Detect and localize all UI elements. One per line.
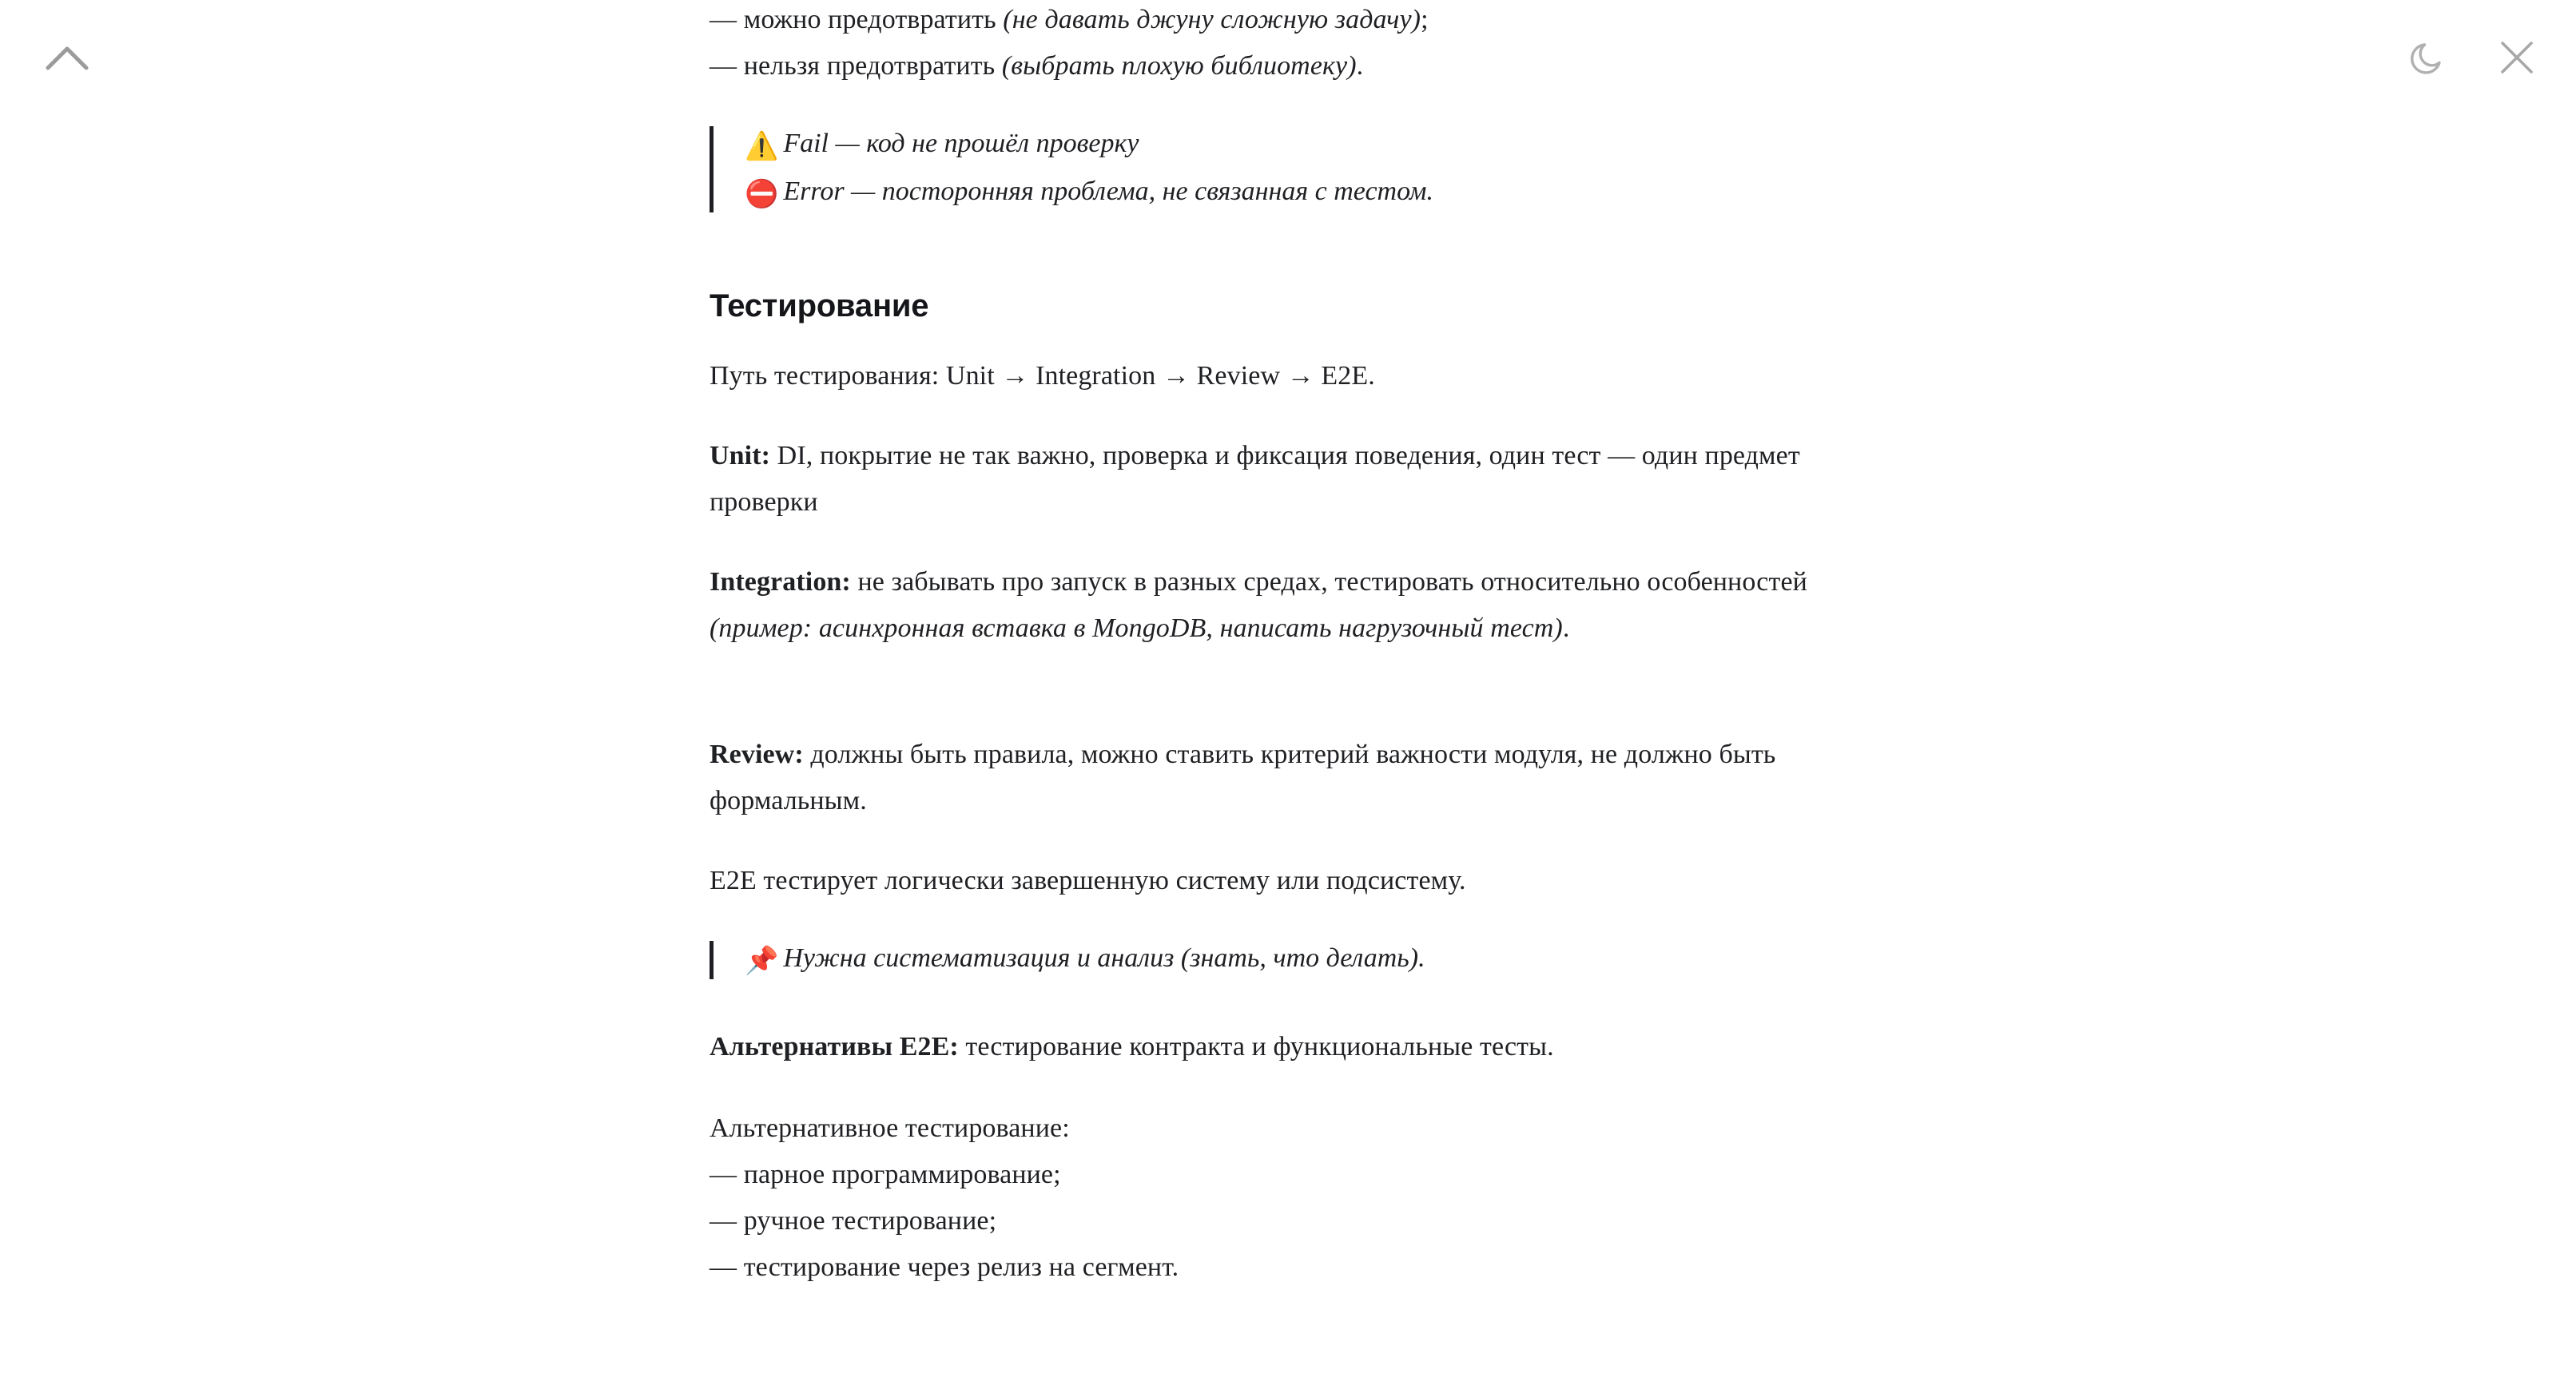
- paragraph-e2e-wrap: [710, 858, 1908, 904]
- blockquote-line: [745, 169, 1908, 217]
- list-item: [710, 43, 1908, 89]
- paragraph-integration: [710, 559, 1860, 652]
- paragraph-unit: [710, 433, 1876, 526]
- paragraph-e2e: E2E тестирует логически завершенную систему или подсистему.: [710, 866, 1466, 895]
- integration-tail: .: [1562, 613, 1570, 643]
- warning-emoji: ⚠️: [745, 132, 779, 161]
- list-item: — тестирование через релиз на сегмент.: [710, 1252, 1179, 1282]
- lead-list: [710, 0, 1908, 89]
- lead-line-emphasis: (выбрать плохую библиотеку): [1001, 51, 1357, 81]
- close-button[interactable]: [2490, 30, 2544, 85]
- review-text: должны быть правила, можно ставить критерий важности модуля, не должно быть формальным.: [710, 740, 1776, 816]
- paragraph-review-wrap: [710, 732, 1844, 824]
- callout-fail-error: [710, 121, 1908, 217]
- dark-mode-toggle[interactable]: [2400, 30, 2455, 85]
- pushpin-emoji: 📌: [745, 946, 779, 976]
- blockquote-text: Fail — код не прошёл проверку: [783, 129, 1139, 158]
- lead-line-text: — нельзя предотвратить: [710, 51, 1002, 81]
- collapse-button[interactable]: [35, 34, 99, 81]
- lead-line-tail: .: [1356, 51, 1364, 81]
- alternatives-label: Альтернативы E2E:: [710, 1032, 959, 1062]
- paragraph-unit-wrap: [710, 433, 1876, 526]
- blockquote-line: [745, 936, 1908, 984]
- paragraph-review: [710, 732, 1844, 824]
- chevron-up-icon: [45, 44, 89, 71]
- page-title: Тестирование: [710, 288, 929, 323]
- unit-label: Unit:: [710, 441, 771, 470]
- integration-label: Integration:: [710, 567, 851, 597]
- lead-line-emphasis: (не давать джуну сложную задачу): [1003, 5, 1421, 34]
- blockquote-text: Error — посторонняя проблема, не связанная с тестом.: [783, 177, 1433, 206]
- integration-example: (пример: асинхронная вставка в MongoDB, написать нагрузочный тест): [710, 613, 1563, 643]
- blockquote: [710, 936, 1908, 984]
- section-heading-wrap: [710, 286, 1908, 326]
- unit-text: DI, покрытие не так важно, проверка и фиксация поведения, один тест — один предмет проверки: [710, 441, 1800, 517]
- paragraph-alternatives-wrap: [710, 1024, 1876, 1070]
- alternative-testing-list: [710, 1105, 1908, 1291]
- alternatives-text: тестирование контракта и функциональные тесты.: [958, 1032, 1554, 1062]
- paragraph-testing-path: Путь тестирования: Unit → Integration → Review → E2E.: [710, 361, 1375, 391]
- close-icon: [2497, 38, 2537, 77]
- list-intro: Альтернативное тестирование:: [710, 1113, 1070, 1143]
- list-item: — ручное тестирование;: [710, 1206, 997, 1236]
- list-item: — парное программирование;: [710, 1160, 1061, 1189]
- moon-icon: [2407, 37, 2448, 78]
- paragraph-integration-wrap: [710, 559, 1860, 652]
- paragraph-alternatives: [710, 1024, 1876, 1070]
- list-item: [710, 0, 1908, 43]
- paragraph-path-wrap: [710, 353, 1908, 399]
- lead-line-tail: ;: [1421, 5, 1429, 34]
- integration-text: не забывать про запуск в разных средах, тестировать относительно особенностей: [850, 567, 1807, 597]
- blockquote: [710, 121, 1908, 217]
- review-label: Review:: [710, 740, 804, 769]
- callout-systematization: [710, 936, 1908, 984]
- blockquote-text: Нужна систематизация и анализ (знать, что делать).: [783, 943, 1425, 973]
- blockquote-line: [745, 121, 1908, 169]
- no-entry-emoji: ⛔: [745, 180, 779, 209]
- lead-line-text: — можно предотвратить: [710, 5, 1004, 34]
